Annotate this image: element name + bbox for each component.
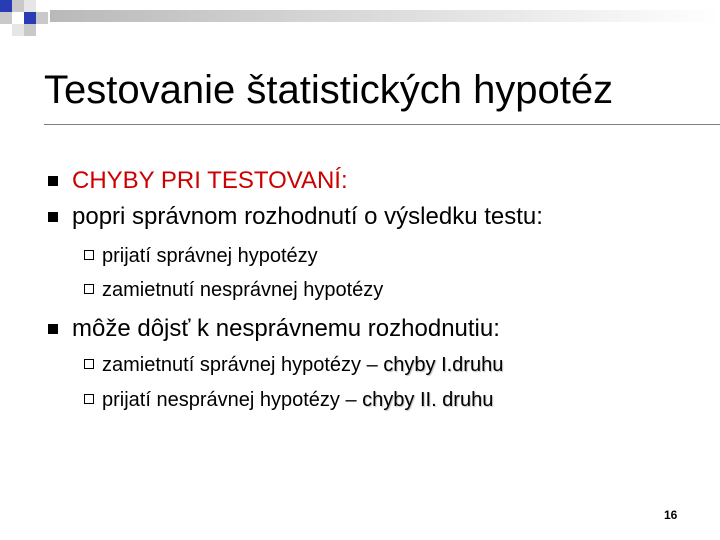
checkbox-bullet-icon bbox=[84, 284, 94, 294]
square-bullet-icon bbox=[48, 324, 58, 334]
checkbox-bullet-icon bbox=[84, 250, 94, 260]
bullet-text: popri správnom rozhodnutí o výsledku testu: bbox=[72, 203, 543, 230]
bullet-text: CHYBY PRI TESTOVANÍ: bbox=[72, 167, 348, 194]
sub-bullet-text: prijatí nesprávnej hypotézy – chyby II. druhu bbox=[102, 389, 494, 411]
error-type-label: chyby II. druhu bbox=[362, 389, 494, 411]
square-bullet-icon bbox=[48, 176, 58, 186]
corner-decoration bbox=[0, 0, 720, 45]
sub-bullet-text: zamietnutí správnej hypotézy – chyby I.druhu bbox=[102, 354, 504, 376]
page-number: 16 bbox=[664, 508, 678, 522]
checkbox-bullet-icon bbox=[84, 394, 94, 404]
checkbox-bullet-icon bbox=[84, 359, 94, 369]
sub-bullet-text: zamietnutí nesprávnej hypotézy bbox=[102, 279, 384, 301]
slide-title: Testovanie štatistických hypotéz bbox=[44, 68, 614, 112]
sub-bullet-text: prijatí správnej hypotézy bbox=[102, 245, 318, 267]
title-divider bbox=[44, 124, 720, 125]
square-bullet-icon bbox=[48, 212, 58, 222]
bullet-text: môže dôjsť k nesprávnemu rozhodnutiu: bbox=[72, 315, 500, 342]
error-type-label: chyby I.druhu bbox=[383, 354, 504, 376]
